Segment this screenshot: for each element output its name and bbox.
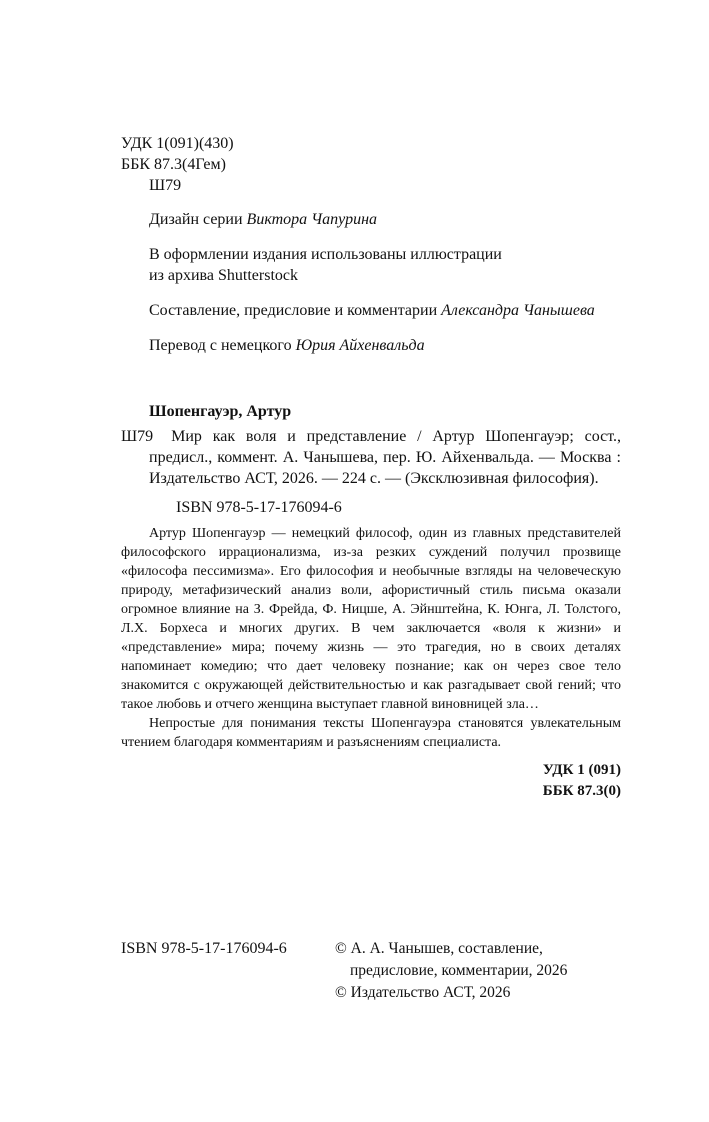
copyright-publisher: © Издательство АСТ, 2026 [335, 984, 511, 1001]
page-content [121, 133, 621, 802]
udk-code-bottom: УДК 1 (091) [542, 762, 621, 778]
catalog-entry-text: Мир как воля и представление / Артур Шопенгауэр; сост., предисл., коммент. А. Чанышева, пер. Ю. Айхенвальда. — Москва : Издательство АСТ, 2026. — 224 с. — (Эксклюзивная философия). [149, 428, 621, 487]
catalog-entry [121, 426, 621, 489]
author-sign-code: Ш79 [149, 177, 182, 194]
catalog-author: Шопенгауэр, Артур [149, 403, 292, 420]
series-design-credit [121, 209, 621, 230]
compiler-name: Александра Чанышева [441, 302, 595, 319]
catalog-entry-block [121, 401, 621, 489]
copyright-compiler-line1: © А. А. Чанышев, составление, [335, 940, 543, 957]
copyright-block [335, 938, 567, 1004]
credits-block [121, 209, 621, 356]
udk-code-top: УДК 1(091)(430) [121, 135, 234, 152]
classification-codes-bottom [121, 760, 621, 802]
illustrations-credit-line1: В оформлении издания использованы иллюстрации [149, 246, 502, 263]
translation-label: Перевод с немецкого [149, 337, 296, 354]
illustrations-credit [121, 244, 621, 286]
compilation-credit [121, 300, 621, 321]
annotation-paragraph-2: Непростые для понимания тексты Шопенгауэра становятся увлекательным чтением благодаря комментариям и разъяснениям специалиста. [121, 716, 621, 750]
compilation-label: Составление, предисловие и комментарии [149, 302, 442, 319]
series-designer-name: Виктора Чапурина [246, 211, 377, 228]
isbn-footer: ISBN 978-5-17-176094-6 [121, 940, 287, 957]
classification-codes-top [121, 133, 621, 196]
translation-credit [121, 335, 621, 356]
annotation-block [121, 524, 621, 752]
isbn-catalog: ISBN 978-5-17-176094-6 [176, 499, 342, 516]
footer-block [121, 938, 631, 1004]
illustrations-credit-line2: из архива Shutterstock [149, 267, 298, 284]
bbk-code-bottom: ББК 87.3(0) [542, 783, 621, 799]
bbk-code-top: ББК 87.3(4Гем) [121, 156, 226, 173]
copyright-compiler-line2: предисловие, комментарии, 2026 [350, 962, 568, 979]
annotation-paragraph-1: Артур Шопенгауэр — немецкий философ, один из главных представителей философского иррационализма, из-за резких суждений получил прозвище «философа пессимизма». Его философия и необычные взгляды на человеческую природу, метафизический анализ воли, афористичный стиль письма оказали огромное влияние на З. Фрейда, Ф. Ницше, А. Эйнштейна, К. Юнга, Л. Толстого, Л.Х. Борхеса и многих других. В чем заключается «воля к жизни» и «представление» мира; почему жизнь — это трагедия, но в своих деталях напоминает комедию; что дает человеку познание; как он через свое тело знакомится с окружающей действительностью и как разгадывает свой гений; что такое любовь и отчего женщина выступает главной виновницей зла… [121, 526, 621, 712]
translator-name: Юрия Айхенвальда [295, 337, 425, 354]
series-design-label: Дизайн серии [149, 211, 247, 228]
catalog-entry-code: Ш79 [121, 428, 154, 445]
